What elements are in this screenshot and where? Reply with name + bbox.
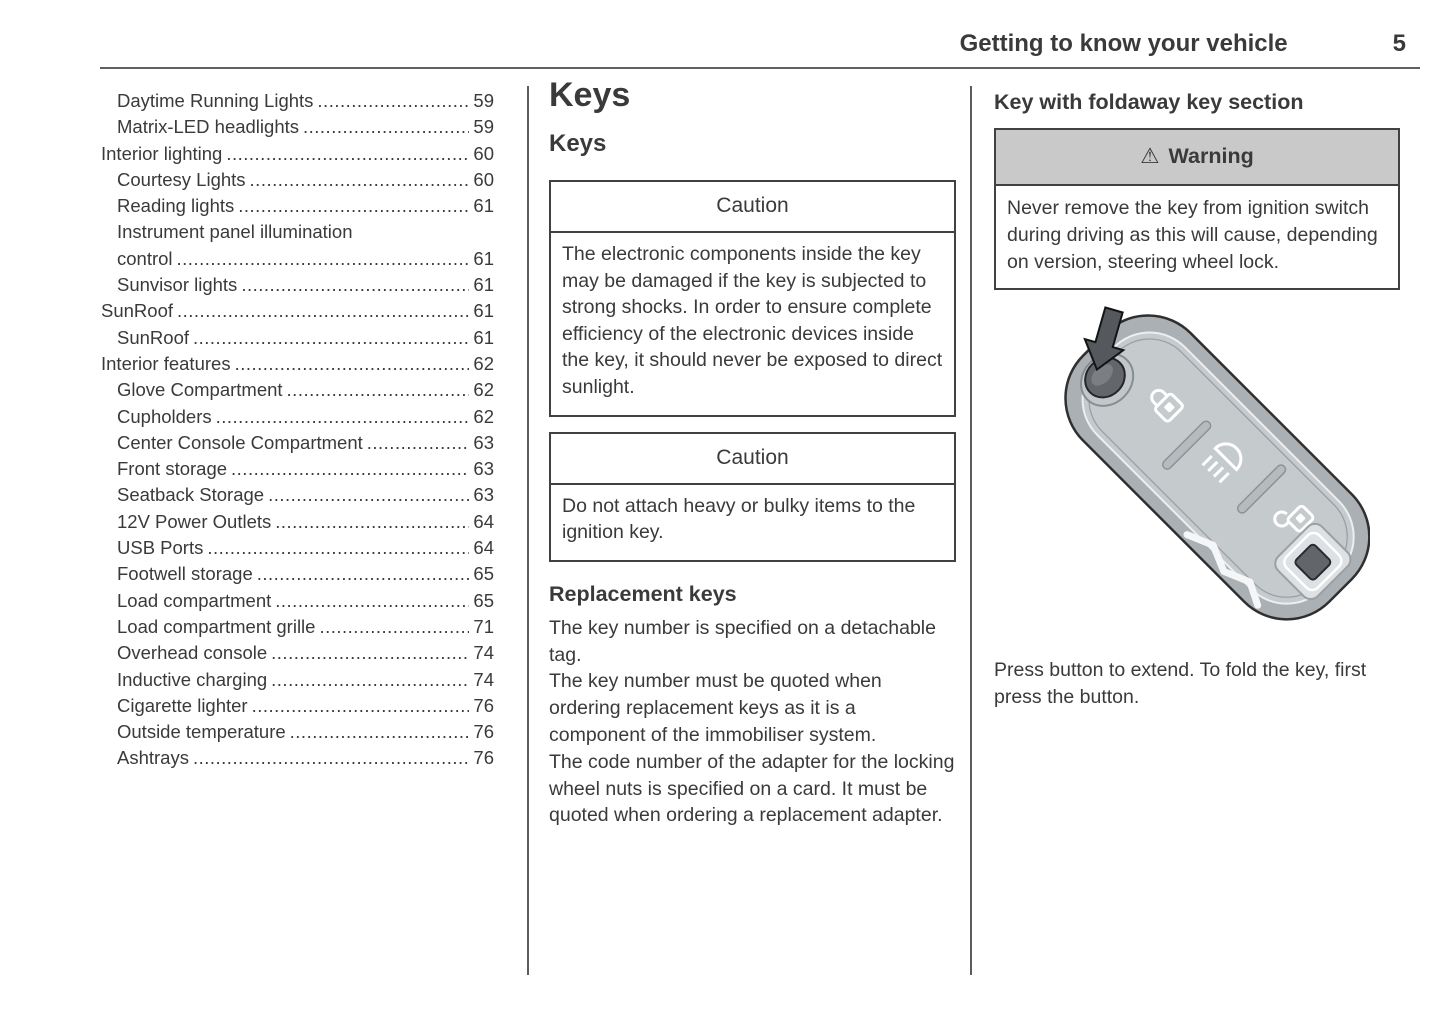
toc-entry: Load compartment grille ..... 71 <box>101 614 494 640</box>
toc-entry: Seatback Storage ..... 63 <box>101 482 494 508</box>
toc-entry: Matrix-LED headlights ..... 59 <box>101 114 494 140</box>
toc-entry: Overhead console ..... 74 <box>101 640 494 666</box>
dot-leader <box>319 614 469 640</box>
page-header <box>100 30 1420 69</box>
toc-entry: USB Ports ..... 64 <box>101 535 494 561</box>
toc-entry: Courtesy Lights ..... 60 <box>101 167 494 193</box>
caution-title: Caution <box>551 182 954 233</box>
dot-leader <box>235 351 469 377</box>
caution-body: The electronic components inside the key may be damaged if the key is subjected to strong shocks. In order to ensure complete efficiency of the electronic devices inside the key, it should never be exposed to direct sunlight. <box>562 243 943 398</box>
toc-entry: Outside temperature ..... 76 <box>101 719 494 745</box>
toc-entry: Daytime Running Lights ..... 59 <box>101 88 494 114</box>
dot-leader <box>231 456 469 482</box>
warning-label: Warning <box>1168 144 1254 168</box>
toc-entry: Sunvisor lights ..... 61 <box>101 272 494 298</box>
dot-leader <box>216 404 469 430</box>
dot-leader <box>177 298 469 324</box>
foldaway-key-column <box>994 90 1400 711</box>
dot-leader <box>271 667 469 693</box>
replacement-paragraph: The code number of the adapter for the locking wheel nuts is specified on a card. It must be quoted when ordering a replacement adapter. <box>549 750 955 827</box>
toc-entry: Footwell storage ..... 65 <box>101 561 494 587</box>
caution-body: Do not attach heavy or bulky items to the ignition key. <box>562 494 916 544</box>
dot-leader <box>193 325 469 351</box>
dot-leader <box>367 430 469 456</box>
toc-entry: control ..... 61 <box>101 246 494 272</box>
caution-title: Caution <box>551 434 954 485</box>
toc-entry: Interior lighting ..... 60 <box>101 141 494 167</box>
toc-entry: Glove Compartment ..... 62 <box>101 377 494 403</box>
dot-leader <box>226 141 469 167</box>
toc-entry: Instrument panel illumination <box>117 221 353 243</box>
table-of-contents <box>101 88 494 772</box>
dot-leader <box>271 640 469 666</box>
key-fob-body <box>1041 306 1370 636</box>
toc-entry: Cigarette lighter ..... 76 <box>101 693 494 719</box>
dot-leader <box>252 693 469 719</box>
dot-leader <box>207 535 469 561</box>
replacement-keys-heading: Replacement keys <box>549 581 737 606</box>
toc-entry: Front storage ..... 63 <box>101 456 494 482</box>
page-number: 5 <box>1392 30 1406 57</box>
toc-entry: Interior features ..... 62 <box>101 351 494 377</box>
dot-leader <box>241 272 469 298</box>
foldaway-key-illustration <box>1040 306 1370 636</box>
dot-leader <box>317 88 469 114</box>
keys-column <box>549 78 956 829</box>
caution-box-2 <box>549 432 956 562</box>
warning-title <box>996 130 1398 186</box>
dot-leader <box>238 193 469 219</box>
dot-leader <box>257 561 469 587</box>
dot-leader <box>287 377 469 403</box>
dot-leader <box>290 719 469 745</box>
dot-leader <box>275 588 469 614</box>
dot-leader <box>193 745 469 771</box>
dot-leader <box>275 509 469 535</box>
illustration-caption: Press button to extend. To fold the key, first press the button. <box>994 659 1367 709</box>
toc-entry: SunRoof ..... 61 <box>101 325 494 351</box>
foldaway-heading: Key with foldaway key section <box>994 90 1304 114</box>
section-title: Keys <box>549 76 631 114</box>
warning-body: Never remove the key from ignition switch during driving as this will cause, depending on version, steering wheel lock. <box>1007 197 1378 273</box>
toc-entry: Center Console Compartment ..... 63 <box>101 430 494 456</box>
dot-leader <box>177 246 469 272</box>
warning-box <box>994 128 1400 290</box>
dot-leader <box>268 482 469 508</box>
toc-entry: Load compartment ..... 65 <box>101 588 494 614</box>
toc-entry: 12V Power Outlets ..... 64 <box>101 509 494 535</box>
replacement-paragraph: The key number is specified on a detachable tag. <box>549 616 936 666</box>
toc-entry: Cupholders ..... 62 <box>101 404 494 430</box>
caution-box-1 <box>549 180 956 417</box>
chapter-title: Getting to know your vehicle <box>959 30 1288 57</box>
replacement-paragraph: The key number must be quoted when ordering replacement keys as it is a component of the immobiliser system. <box>549 670 882 746</box>
dot-leader <box>303 114 469 140</box>
toc-entry: Reading lights ..... 61 <box>101 193 494 219</box>
warning-triangle-icon: ⚠ <box>1140 144 1160 169</box>
toc-entry: Ashtrays ..... 76 <box>101 745 494 771</box>
dot-leader <box>250 167 469 193</box>
toc-entry: Inductive charging ..... 74 <box>101 667 494 693</box>
toc-entry: SunRoof ..... 61 <box>101 298 494 324</box>
subsection-title: Keys <box>549 130 607 157</box>
column-divider-right <box>970 86 972 975</box>
column-divider-left <box>527 86 529 975</box>
